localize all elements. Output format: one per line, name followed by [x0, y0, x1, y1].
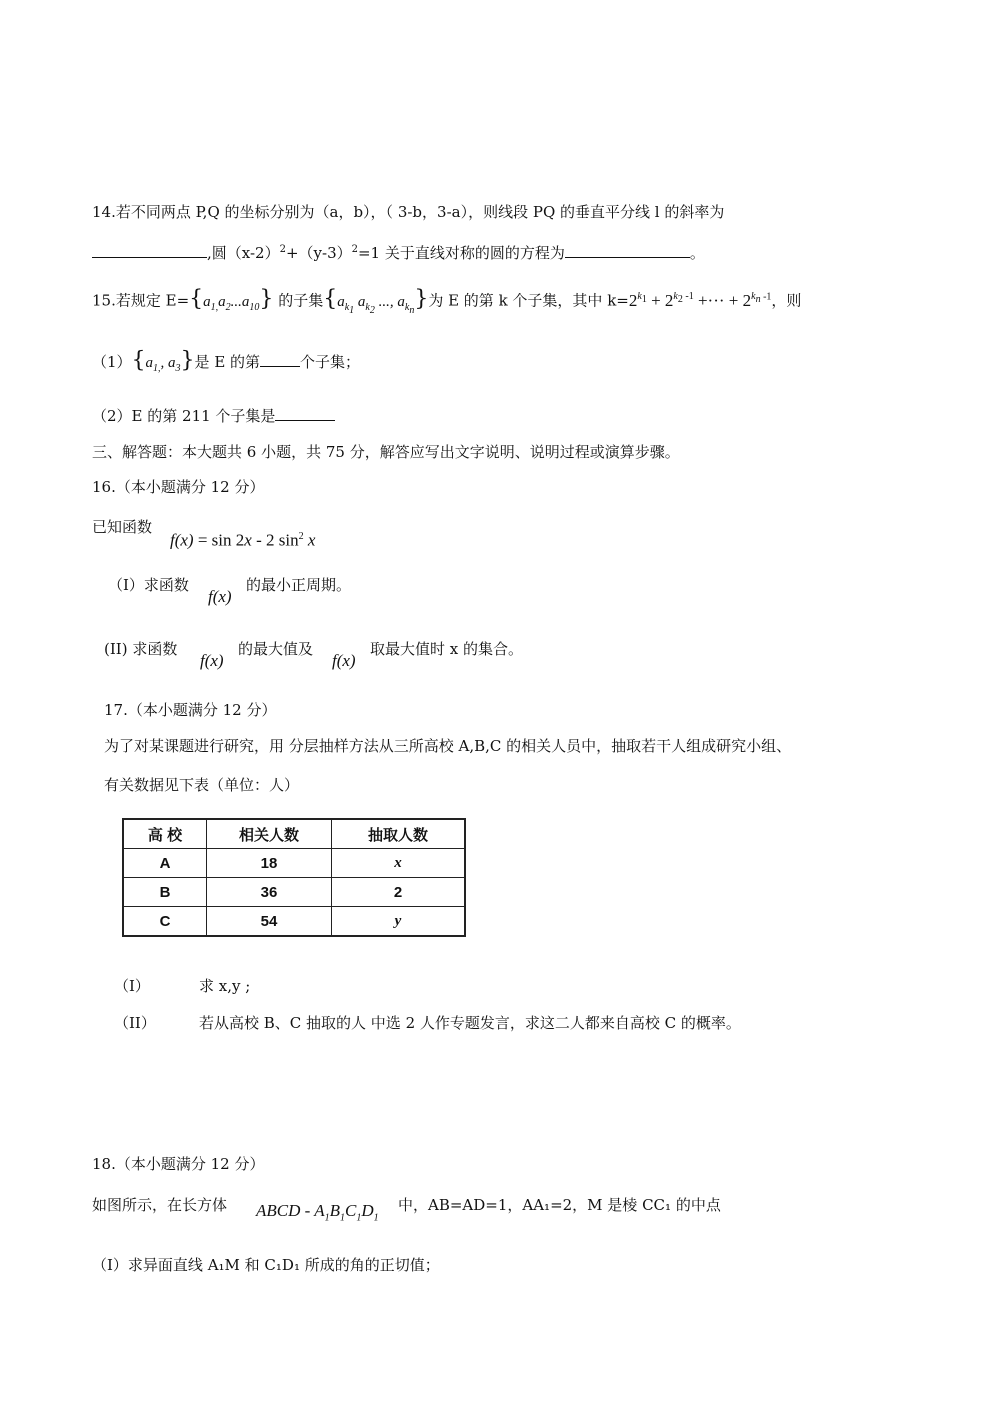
q17-part2-text: 若从高校 B、C 抽取的人 中选 2 人作专题发言，求这二人都来自高校 C 的概率。 — [199, 1014, 741, 1032]
table-header: 相关人数 — [207, 819, 332, 849]
data-table — [122, 818, 466, 937]
q17-part1-text: 求 x,y ; — [199, 977, 251, 995]
table-header: 高 校 — [123, 819, 207, 849]
q14-line1: 14.若不同两点 P,Q 的坐标分别为（a，b），（ 3-b，3-a），则线段 PQ 的垂直平分线 l 的斜率为 — [92, 203, 725, 221]
q15-part1: $(1)\{a_{1,}$, $a_3$}是 E 的第 个子集； — [92, 348, 361, 374]
q15-line: 15.若规定 $E=\{a_{1,}a_2...a_{10}\}$ 的子集{$a_{k_1}$ $a_{k_2}$ ..., $a_{k_n}$}为 E 的第 k 个子集，其中 $k=2^{k_1} + 2^{k_2 -1}$ +··· + $2^{k_n -1}$，则 — [92, 286, 802, 316]
q17-part2-label: （II） — [114, 1014, 156, 1032]
q17-title: 17.（本小题满分 12 分） — [104, 701, 277, 719]
set-e: $a_{1,}a_2...a_{10}$ — [203, 293, 260, 313]
q17-line2: 有关数据见下表（单位：人） — [104, 776, 300, 794]
table-row: A 18 x — [123, 849, 465, 878]
fx-symbol: f(x) — [208, 587, 232, 606]
q18-lead: 如图所示，在长方体 — [92, 1196, 228, 1214]
answer-blank[interactable] — [275, 404, 335, 421]
q17-line1: 为了对某课题进行研究，用 分层抽样方法从三所高校 A,B,C 的相关人员中，抽取若干人组成研究小组、 — [104, 737, 792, 755]
q14-line2: ,圆$(x-2)^2+(y-3)^2=1$ 关于直线对称的圆的方程为 。 — [92, 239, 705, 264]
q16-part1: （I）求函数 — [108, 576, 189, 594]
table-header: 抽取人数 — [332, 819, 466, 849]
fx-symbol: f(x) — [332, 651, 356, 670]
q16-given: 已知函数 — [92, 518, 153, 536]
answer-blank[interactable] — [260, 350, 300, 367]
q18-part1: （Ⅰ）求异面直线 A₁M 和 C₁D₁ 所成的角的正切值； — [92, 1256, 440, 1274]
q16-function: f(x) = sin 2x - 2 $\sin^2 x$ — [170, 530, 316, 550]
table-row: C 54 y — [123, 907, 465, 937]
q18-tail: 中，AB=AD=1，AA₁=2，M 是棱 CC₁ 的中点 — [398, 1196, 721, 1214]
q17-part1-label: （I） — [114, 977, 150, 995]
table-row: B 36 2 — [123, 878, 465, 907]
k-formula: $2^{k_1} + 2^{k_2 -1}$ +··· + $2^{k_n -1}$ — [628, 290, 772, 310]
q15-part2: （2）E 的第 211 个子集是 — [92, 404, 335, 427]
q16-title: 16.（本小题满分 12 分） — [92, 478, 265, 496]
set-a1-a3: $a_{1,}$, $a_3$ — [145, 355, 181, 374]
answer-blank[interactable] — [565, 241, 690, 258]
section-three-heading: 三、解答题：本大题共 6 小题，共 75 分，解答应写出文字说明、说明过程或演算步骤。 — [92, 443, 680, 461]
q16-part2: (II) 求函数 — [104, 640, 178, 658]
q18-title: 18.（本小题满分 12 分） — [92, 1155, 265, 1173]
table-header-row — [123, 819, 465, 849]
fx-symbol: f(x) — [200, 651, 224, 670]
subset-expr: $a_{k_1}$ $a_{k_2}$ ..., $a_{k_n}$ — [337, 293, 415, 316]
q18-solid: ABCD - $A_1B_1C_1D_1$ — [256, 1201, 379, 1224]
answer-blank[interactable] — [92, 241, 207, 258]
